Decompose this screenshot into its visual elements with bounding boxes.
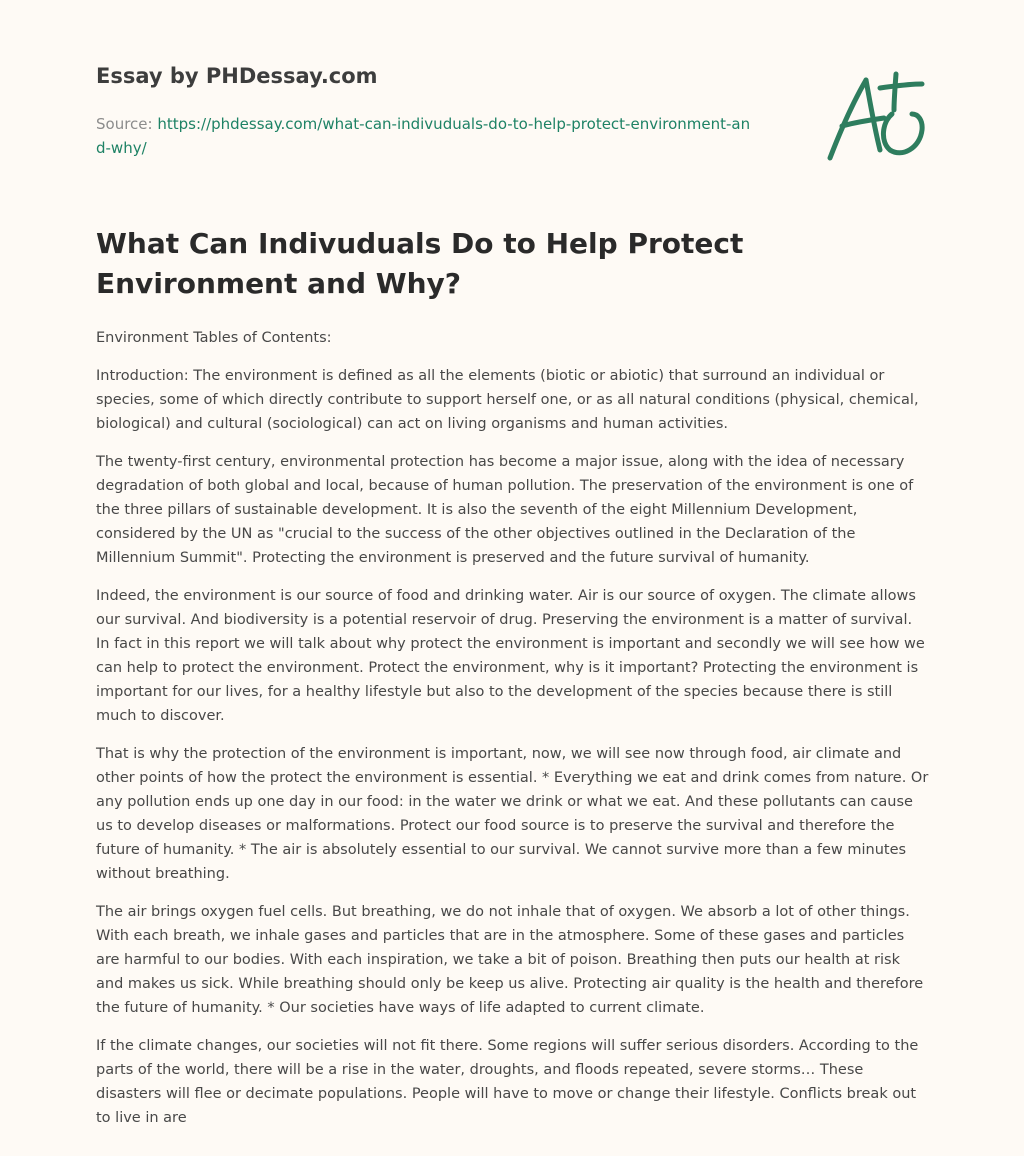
site-brand: Essay by PHDessay.com — [96, 64, 378, 88]
paragraph: The twenty-first century, environmental protection has become a major issue, along with the idea of necessary degradation of both global and local, because of human pollution. The preservation of the environment is one of the three pillars of sustainable development. It is also the seventh of the eight Millennium Development, considered by the UN as "crucial to the success of the other objectives outlined in the Declaration of the Millennium Summit". Protecting the environment is preserved and the future survival of humanity. — [96, 454, 914, 566]
source-label: Source: — [96, 115, 153, 133]
paragraph: Introduction: The environment is defined as all the elements (biotic or abiotic) that surround an individual or species, some of which directly contribute to support herself one, or as all natural conditions (physical, chemical, biological) and cultural (sociological) can act on living organisms and human activities. — [96, 368, 919, 432]
a-plus-logo — [822, 70, 928, 166]
source-line — [96, 112, 756, 160]
paragraph: That is why the protection of the environment is important, now, we will see now through food, air climate and other points of how the protect the environment is essential. * Everything we eat and drink comes from nature. Or any pollution ends up one day in our food: in the water we drink or what we eat. And these pollutants can cause us to develop diseases or malformations. Protect our food source is to preserve the survival and therefore the future of humanity. * The air is absolutely essential to our survival. We cannot survive more than a few minutes without breathing. — [96, 746, 929, 882]
paragraph: Indeed, the environment is our source of food and drinking water. Air is our source of oxygen. The climate allows our survival. And biodiversity is a potential reservoir of drug. Preserving the environment is a matter of survival. In fact in this report we will talk about why protect the environment is important and secondly we will see how we can help to protect the environment. Protect the environment, why is it important? Protecting the environment is important for our lives, for a healthy lifestyle but also to the development of the species because there is still much to discover. — [96, 588, 925, 724]
source-link[interactable]: https://phdessay.com/what-can-indivuduals-do-to-help-protect-environment-and-why/ — [96, 115, 751, 157]
essay-body — [96, 326, 930, 1144]
paragraph: If the climate changes, our societies will not fit there. Some regions will suffer serious disorders. According to the parts of the world, there will be a rise in the water, droughts, and floods repeated, severe storms… These disasters will flee or decimate populations. People will have to move or change their lifestyle. Conflicts break out to live in are — [96, 1038, 919, 1126]
essay-title: What Can Indivuduals Do to Help Protect Environment and Why? — [96, 227, 744, 300]
toc-heading: Environment Tables of Contents: — [96, 330, 332, 346]
paragraph: The air brings oxygen fuel cells. But breathing, we do not inhale that of oxygen. We absorb a lot of other things. With each breath, we inhale gases and particles that are in the atmosphere. Some of these gases and particles are harmful to our bodies. With each inspiration, we take a bit of poison. Breathing then puts our health at risk and makes us sick. While breathing should only be keep us alive. Protecting air quality is the health and therefore the future of humanity. * Our societies have ways of life adapted to current climate. — [96, 904, 924, 1016]
